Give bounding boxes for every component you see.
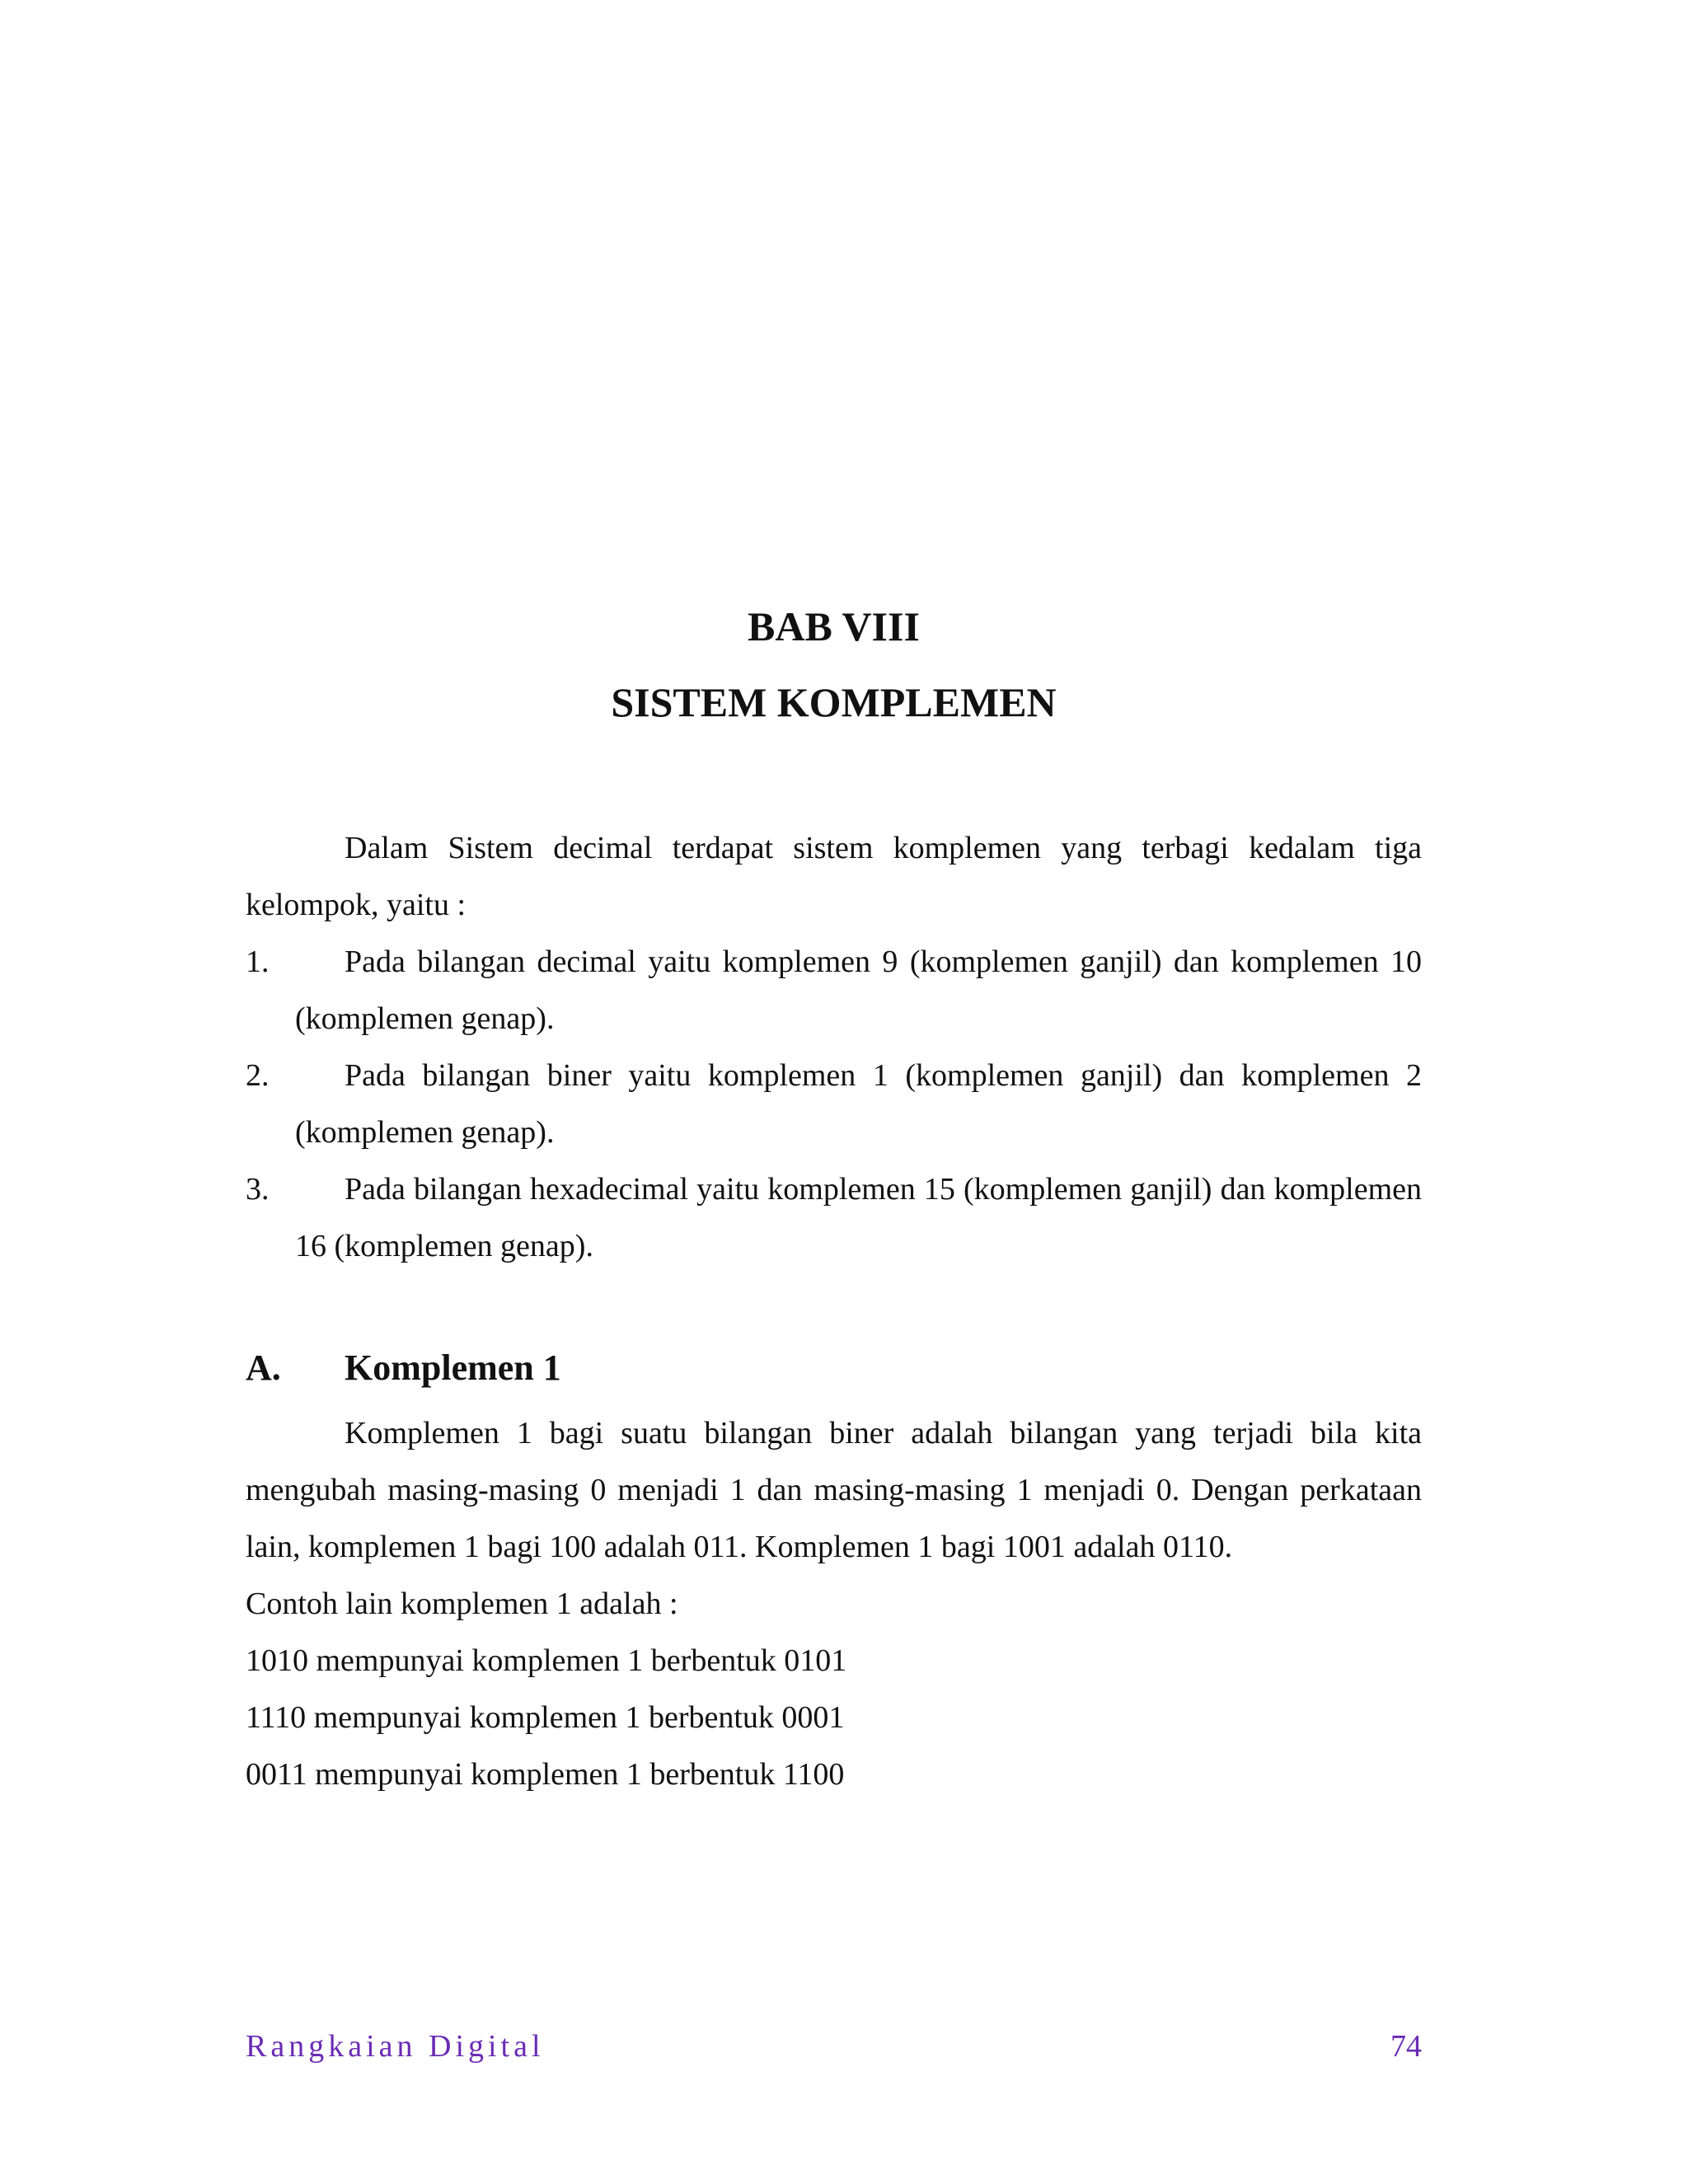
list-item-text: Pada bilangan biner yaitu komplemen 1 (komplemen ganjil) dan komplemen 2 (komplemen genap). <box>295 1058 1422 1150</box>
intro-section <box>246 820 1422 1275</box>
list-item-number: 1. <box>246 944 270 979</box>
footer-book-title: Rangkaian Digital <box>246 2029 545 2064</box>
list-item <box>246 934 1422 1047</box>
list-item-text: Pada bilangan hexadecimal yaitu komplemen 15 (komplemen ganjil) dan komplemen 16 (komplemen genap). <box>295 1172 1422 1263</box>
chapter-title: SISTEM KOMPLEMEN <box>611 679 1057 725</box>
complement-group-list <box>246 934 1422 1275</box>
example-line: 1110 mempunyai komplemen 1 berbentuk 0001 <box>246 1700 845 1735</box>
section-title: Komplemen 1 <box>345 1347 561 1388</box>
list-item <box>246 1161 1422 1275</box>
list-item-text: Pada bilangan decimal yaitu komplemen 9 (komplemen ganjil) dan komplemen 10 (komplemen genap). <box>295 944 1422 1036</box>
example-line: 0011 mempunyai komplemen 1 berbentuk 1100 <box>246 1757 845 1792</box>
section-letter: A. <box>246 1347 281 1388</box>
list-item <box>246 1047 1422 1161</box>
list-item-number: 2. <box>246 1058 270 1093</box>
section-heading <box>246 1343 1422 1393</box>
intro-paragraph: Dalam Sistem decimal terdapat sistem komplemen yang terbagi kedalam tiga kelompok, yaitu : <box>246 831 1422 922</box>
section-paragraph: Komplemen 1 bagi suatu bilangan biner adalah bilangan yang terjadi bila kita mengubah masing-masing 0 menjadi 1 dan masing-masing 1 menjadi 0. Dengan perkataan lain, komplemen 1 bagi 100 adalah 011. Komplemen 1 bagi 1001 adalah 0110. <box>246 1416 1422 1564</box>
page-footer <box>246 2026 1422 2067</box>
example-line: 1010 mempunyai komplemen 1 berbentuk 0101 <box>246 1643 847 1678</box>
list-item-number: 3. <box>246 1172 270 1207</box>
section-body <box>246 1405 1422 1803</box>
examples-lead: Contoh lain komplemen 1 adalah : <box>246 1586 678 1621</box>
chapter-number: BAB VIII <box>748 603 920 649</box>
footer-page-number: 74 <box>1390 2029 1422 2064</box>
